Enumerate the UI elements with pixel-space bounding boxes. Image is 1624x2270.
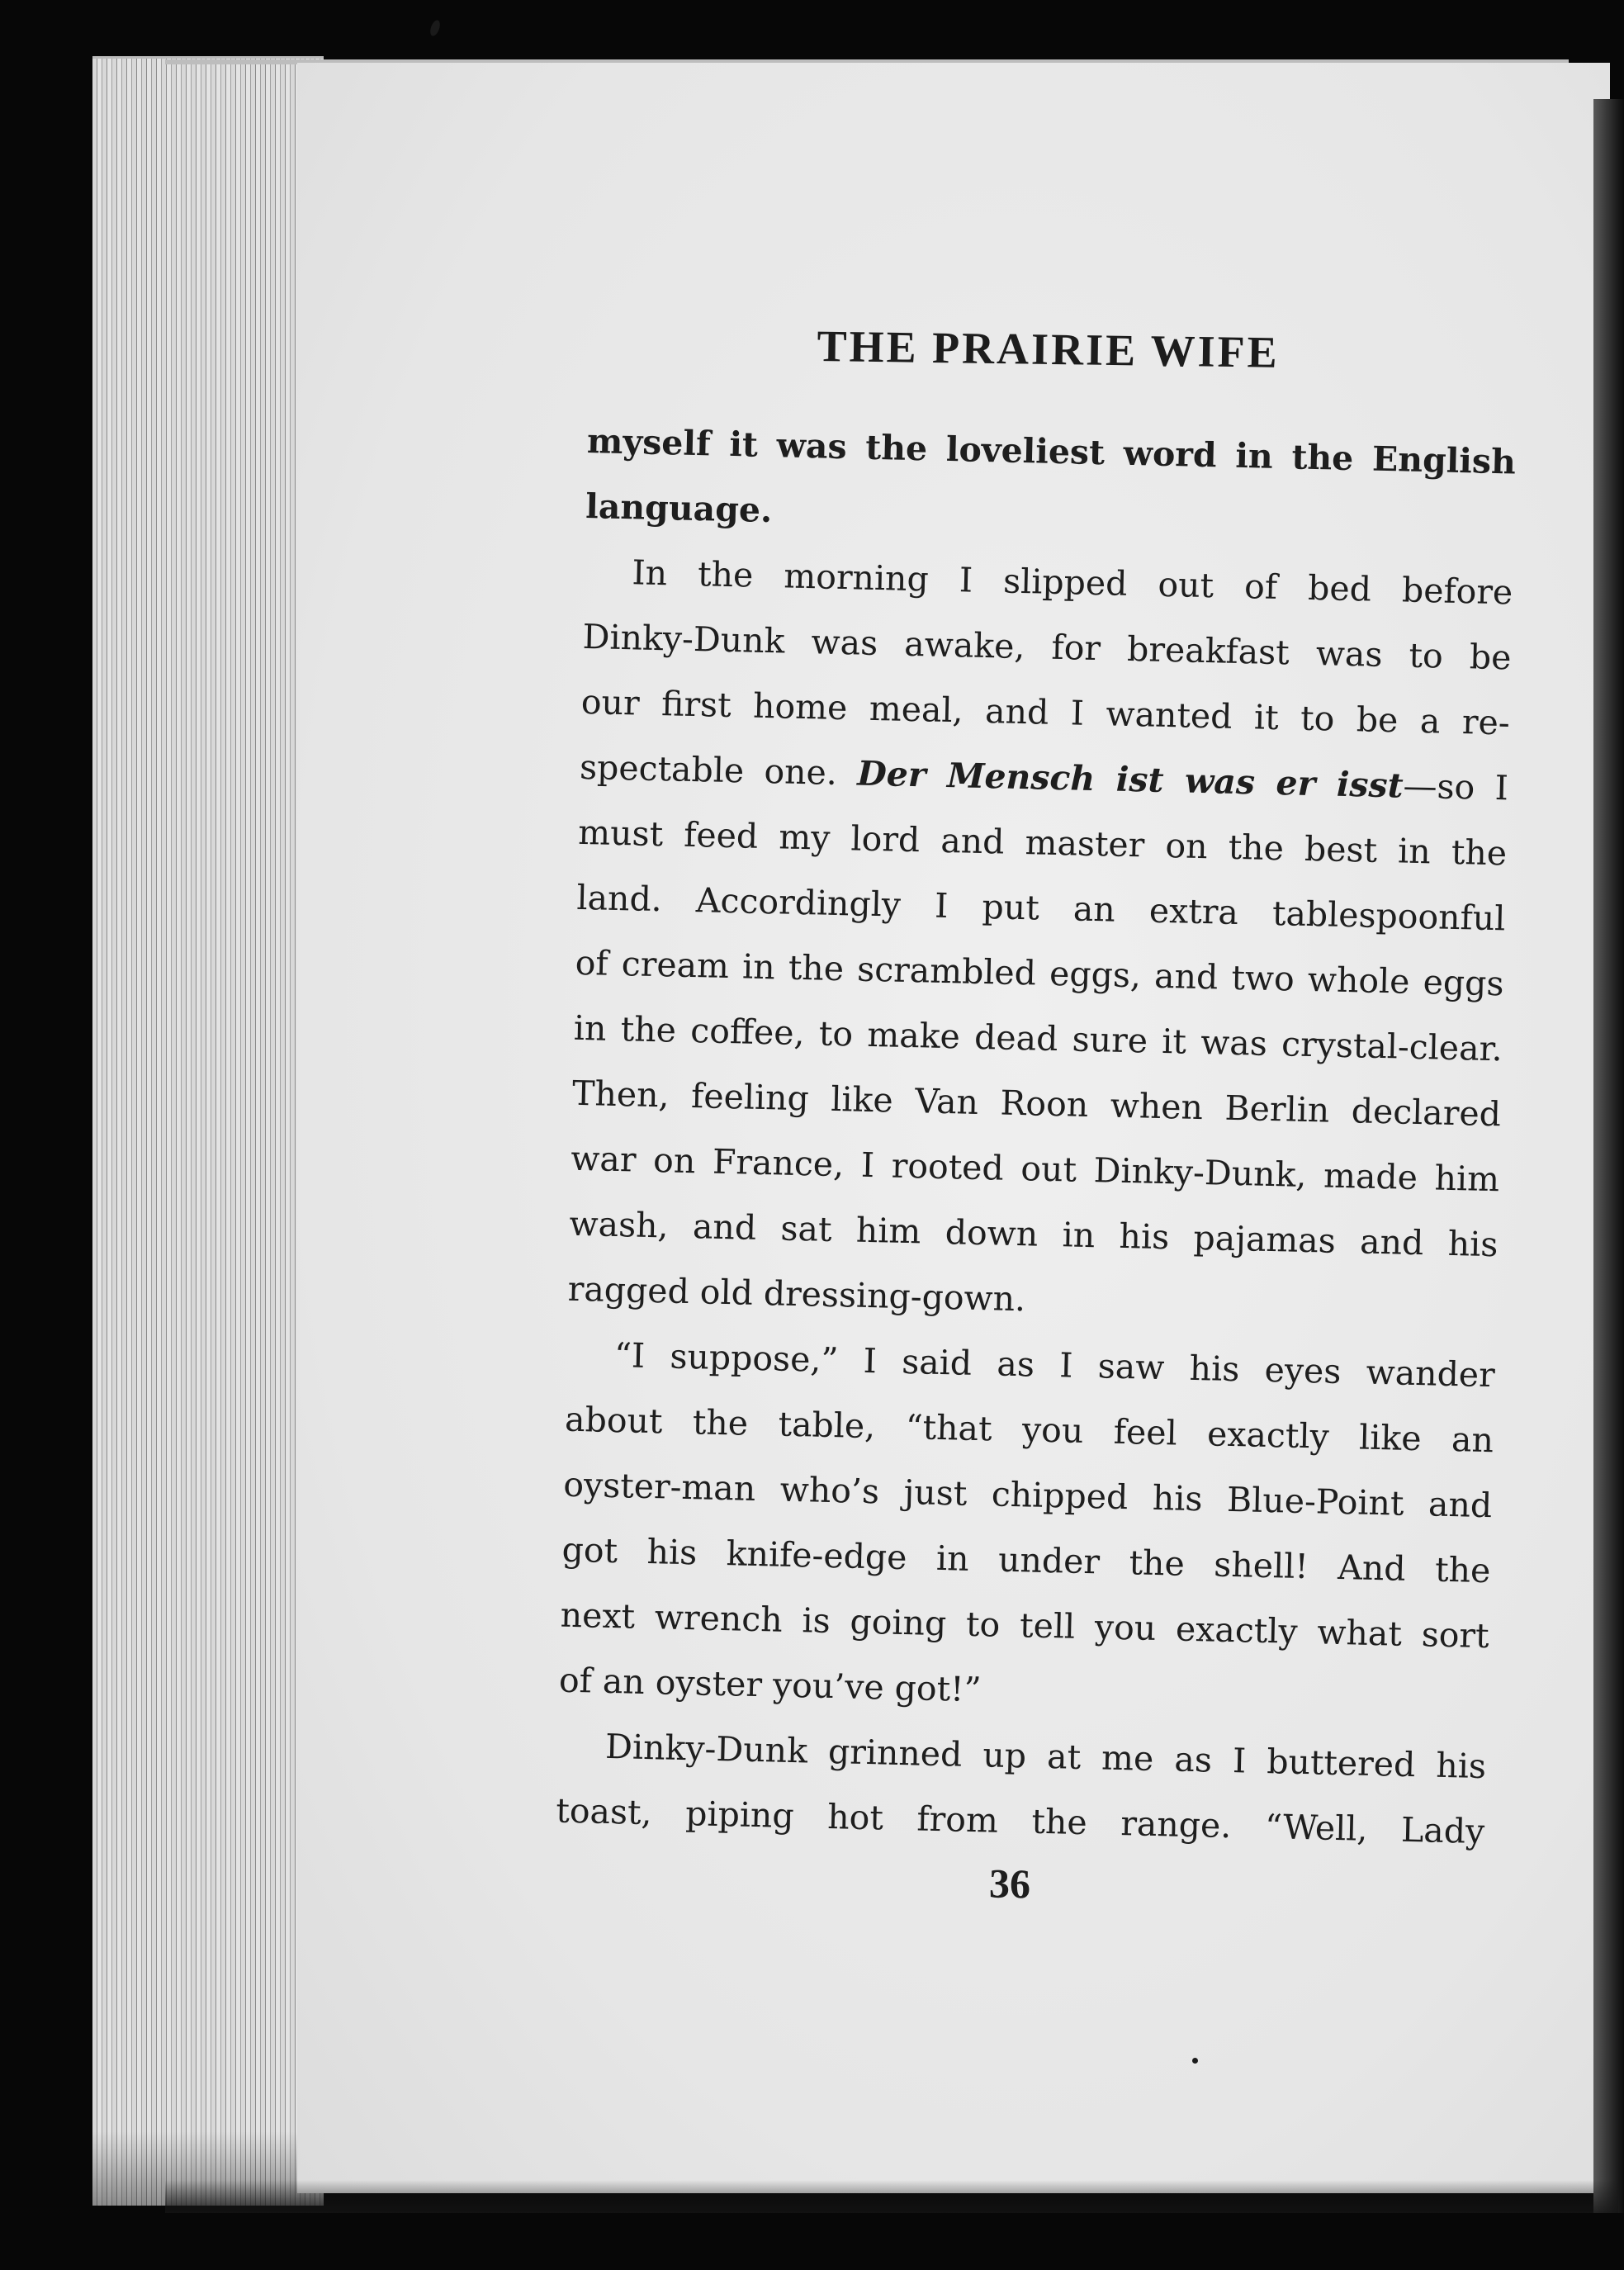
text-line: in the coffee, to make dead sure it was crystal-clear. xyxy=(573,1007,1503,1069)
text-line: toast, piping hot from the range. “Well, Lady xyxy=(555,1790,1485,1852)
text-line: myself it was the loveliest word in the English xyxy=(586,420,1517,482)
text-line: must feed my lord and master on the best in the xyxy=(577,812,1508,874)
text-line: Dinky-Dunk was awake, for breakfast was to be xyxy=(582,616,1512,678)
text-line: war on France, I rooted out Dinky-Dunk, made him xyxy=(570,1138,1500,1200)
page-number: 36 xyxy=(988,1860,1031,1907)
text-line: of cream in the scrambled eggs, and two whole eggs xyxy=(575,942,1505,1004)
text-line: language. xyxy=(585,486,773,531)
text-line: of an oyster you’ve got!” xyxy=(558,1660,982,1710)
text-line: land. Accordingly I put an extra tablespoonful xyxy=(576,877,1506,939)
text-line: “I suppose,” I said as I saw his eyes wander xyxy=(613,1335,1496,1396)
text-line: In the morning I slipped out of bed before xyxy=(631,552,1513,613)
text-line: wash, and sat him down in his pajamas and his xyxy=(569,1203,1499,1265)
text-line: spectable one. Der Mensch ist was er isst—so I xyxy=(579,746,1509,808)
text-line: Dinky-Dunk grinned up at me as I buttered his xyxy=(604,1726,1487,1787)
text-line: got his knife-edge in under the shell! And the xyxy=(561,1529,1491,1591)
text-line: Then, feeling like Van Roon when Berlin declared xyxy=(571,1073,1502,1135)
text-line: about the table, “that you feel exactly like an xyxy=(564,1399,1494,1461)
text-line: next wrench is going to tell you exactly what sort xyxy=(560,1595,1490,1656)
book-bottom-shadow xyxy=(165,2180,1618,2213)
body-text xyxy=(556,409,1517,1865)
book-gutter-shadow xyxy=(1593,99,1624,2213)
italic-phrase: Der Mensch ist was er isst xyxy=(856,753,1404,806)
scan-speck xyxy=(1192,2058,1198,2064)
book-page-edges xyxy=(92,56,324,2206)
text-line: ragged old dressing-gown. xyxy=(567,1268,1026,1320)
running-head: THE PRAIRIE WIFE xyxy=(817,320,1281,377)
text-line: our first home meal, and I wanted it to be a re- xyxy=(580,681,1511,743)
text-line: oyster-man who’s just chipped his Blue-Point and xyxy=(562,1464,1493,1526)
